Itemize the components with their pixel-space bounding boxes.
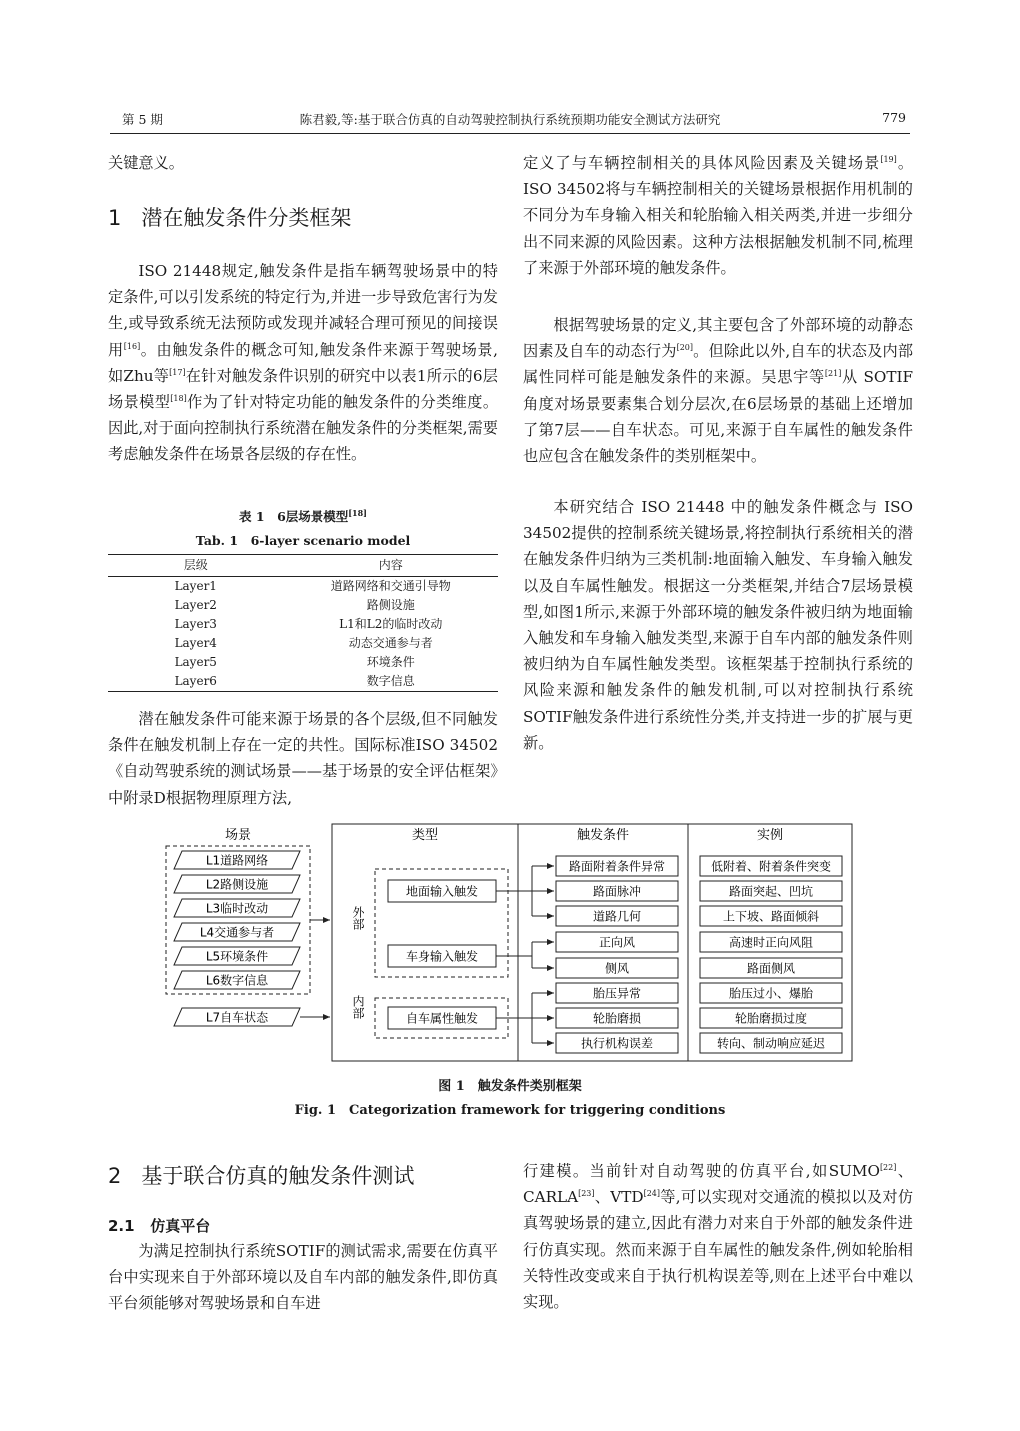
citation-23[interactable]: [23] xyxy=(578,1189,595,1199)
layer-l2-label: L2路侧设施 xyxy=(205,877,269,892)
example-list xyxy=(700,856,842,1053)
table-row xyxy=(108,672,498,692)
section-1-number: 1 xyxy=(108,206,122,230)
internal-label xyxy=(351,994,365,1019)
section-2-right-paragraph xyxy=(523,1158,913,1315)
table-row xyxy=(108,634,498,653)
trigger-list xyxy=(556,856,678,1053)
type-column-header: 类型 xyxy=(411,828,439,843)
section-1-paragraph-2: 潜在触发条件可能来源于场景的各个层级,但不同触发条件在触发机制上存在一定的共性。国际标准ISO 34502《自动驾驶系统的测试场景——基于场景的安全评估框架》中附录D根据物理原理方法, xyxy=(108,710,498,807)
example-item: 路面突起、凹坑 xyxy=(728,884,814,899)
trigger-item: 侧风 xyxy=(604,961,630,976)
s2r-text-a: 行建模。当前针对自动驾驶的仿真平台,如SUMO xyxy=(523,1162,880,1180)
body-connectors xyxy=(496,942,554,968)
right-paragraph-2 xyxy=(523,312,913,469)
external-label-text: 外部 xyxy=(351,906,365,930)
trigger-item: 路面脉冲 xyxy=(592,884,642,899)
r2-text-b: 。但除此以外,自车的状态及内部属性同样可能是触发条件的来源。吴思宇等 xyxy=(523,342,914,387)
trigger-column-header: 触发条件 xyxy=(576,828,630,843)
content-cell: 路侧设施 xyxy=(366,598,415,612)
section-2-number: 2 xyxy=(108,1164,122,1188)
table-row xyxy=(108,615,498,634)
content-cell: 动态交通参与者 xyxy=(348,636,433,650)
example-item: 高速时正向风阻 xyxy=(728,935,814,950)
layer-l3-label: L3临时改动 xyxy=(205,901,269,916)
table-row xyxy=(108,653,498,672)
trigger-item: 正向风 xyxy=(598,935,636,950)
running-title: 陈君毅,等:基于联合仿真的自动驾驶控制执行系统预期功能安全测试方法研究 xyxy=(299,112,721,127)
layer-l1-label: L1道路网络 xyxy=(205,853,269,868)
citation-20[interactable]: [20] xyxy=(676,343,693,353)
citation-16[interactable]: [16] xyxy=(123,341,141,351)
section-2-1-paragraph: 为满足控制执行系统SOTIF的测试需求,需要在仿真平台中实现来自于外部环境以及自车内部的触发条件,即仿真平台须能够对驾驶场景和自车进 xyxy=(108,1242,498,1313)
table-1 xyxy=(108,554,498,692)
layer-l1 xyxy=(174,851,300,869)
example-item: 上下坡、路面倾斜 xyxy=(722,909,820,924)
r1-text-b: 。ISO 34502将与车辆控制相关的关键场景根据作用机制的不同分为车身输入相关和轮胎输入相关两类,并进一步细分出不同来源的风险因素。这种方法根据触发机制不同,梳理了来源于外部环境的触发条件。 xyxy=(523,154,914,277)
external-label xyxy=(351,906,365,930)
r1-text-a: 定义了与车辆控制相关的具体风险因素及关键场景 xyxy=(523,154,881,172)
example-column-header: 实例 xyxy=(756,828,784,843)
table-row xyxy=(108,596,498,615)
header-layer: 层级 xyxy=(108,555,284,577)
example-item: 路面侧风 xyxy=(746,961,796,976)
right-paragraph-3: 本研究结合 ISO 21448 中的触发条件概念与 ISO 34502提供的控制系统关键场景,将控制执行系统相关的潜在触发条件归纳为三类机制:地面输入触发、车身输入触发以及自车属性触发。根据这一分类框架,并结合7层场景模型,如图1所示,来源于外部环境的触发条件被归纳为地面输入触发和车身输入触发类型,来源于自车内部的触发条件则被归纳为自车属性触发类型。该框架基于控制执行系统的风险来源和触发条件的触发机制,可以对控制执行系统SOTIF触发条件进行系统性分类,并支持进一步的扩展与更新。 xyxy=(523,498,913,752)
content-cell: 数字信息 xyxy=(284,672,499,692)
layer-l5-label: L5环境条件 xyxy=(205,949,269,964)
ground-input-label: 地面输入触发 xyxy=(405,884,479,899)
page-number: 779 xyxy=(882,110,906,125)
body-input-type xyxy=(388,945,496,967)
example-item: 胎压过小、爆胎 xyxy=(728,986,814,1001)
citation-21[interactable]: [21] xyxy=(824,369,842,379)
layer-l4 xyxy=(174,923,300,941)
table-1-caption-cn xyxy=(108,507,498,525)
citation-18[interactable]: [18] xyxy=(170,393,187,403)
p1-text-d: 作为了针对特定功能的触发条件的分类维度。因此,对于面向控制执行系统潜在触发条件的分类框架,需要考虑触发条件在场景各层级的存在性。 xyxy=(108,393,499,464)
table-header-row xyxy=(108,555,498,577)
layer-cell: Layer1 xyxy=(174,579,217,593)
table-caption-cn-text: 表 1 6层场景模型 xyxy=(239,509,349,524)
example-item: 轮胎磨损过度 xyxy=(734,1011,808,1026)
figure-1-diagram xyxy=(160,822,860,1064)
content-cell: 道路网络和交通引导物 xyxy=(330,579,451,593)
subsection-2-1-title: 仿真平台 xyxy=(150,1217,211,1235)
right-paragraph-1 xyxy=(523,150,913,281)
figure-1-caption-cn: 图 1 触发条件类别框架 xyxy=(438,1079,582,1094)
s2r-text-d: 等,可以实现对交通流的模拟以及对仿真驾驶场景的建立,因此有潜力对来自于外部的触发条件进行仿真实现。然而来源于自车属性的触发条件,例如轮胎相关特性改变或来自于执行机构误差等,则在上述平台中难以实现。 xyxy=(523,1188,914,1312)
internal-label-text: 内部 xyxy=(351,995,365,1019)
content-cell: 环境条件 xyxy=(366,655,415,669)
vehicle-attribute-type xyxy=(388,1007,496,1029)
ground-input-type xyxy=(388,880,496,902)
body-input-label: 车身输入触发 xyxy=(405,949,479,964)
citation-24[interactable]: [24] xyxy=(643,1189,660,1199)
content-cell: L1和L2的临时改动 xyxy=(339,617,443,631)
trigger-item: 轮胎磨损 xyxy=(592,1011,642,1026)
running-header xyxy=(110,108,910,130)
scene-column-header: 场景 xyxy=(224,828,252,843)
layer-cell: Layer5 xyxy=(174,655,217,669)
layer-cell: Layer6 xyxy=(108,672,284,692)
trigger-item: 路面附着条件异常 xyxy=(568,859,666,874)
p1-text-a: ISO 21448规定,触发条件是指车辆驾驶场景中的特定条件,可以引发系统的特定行为,并进一步导致危害行为发生,或导致系统无法预防或发现并减轻合理可预见的间接误用 xyxy=(108,262,498,359)
header-content: 内容 xyxy=(284,555,499,577)
citation-17[interactable]: [17] xyxy=(169,367,186,377)
p1-text-b: 。由触发条件的概念可知,触发条件来源于驾驶场景,如Zhu等 xyxy=(108,340,499,385)
scenario-layer-table xyxy=(108,554,498,692)
table-row xyxy=(108,577,498,597)
p1-text-c: 在针对触发条件识别的研究中以表1所示的6层场景模型 xyxy=(108,366,498,412)
layer-cell: Layer4 xyxy=(174,636,217,650)
example-item: 低附着、附着条件突变 xyxy=(710,859,832,874)
layer-l5 xyxy=(174,947,300,965)
section-2-heading xyxy=(108,1160,498,1190)
section-2-title: 基于联合仿真的触发条件测试 xyxy=(141,1164,415,1188)
example-item: 转向、制动响应延迟 xyxy=(716,1036,826,1051)
layer-l3 xyxy=(174,899,300,917)
table-caption-citation[interactable]: [18] xyxy=(348,507,367,518)
trigger-item: 执行机构误差 xyxy=(580,1036,654,1051)
layer-l2 xyxy=(174,875,300,893)
issue-label: 第 5 期 xyxy=(122,112,163,127)
vehicle-attribute-label: 自车属性触发 xyxy=(405,1011,479,1026)
figure-1-caption-en: Fig. 1 Categorization framework for triggering conditions xyxy=(294,1103,726,1118)
trigger-item: 道路几何 xyxy=(592,909,642,924)
citation-19[interactable]: [19] xyxy=(880,154,897,164)
citation-22[interactable]: [22] xyxy=(879,1162,897,1172)
layer-l4-label: L4交通参与者 xyxy=(199,925,275,940)
r2-text-c: 从 SOTIF 角度对场景要素集合划分层次,在6层场景的基础上还增加了第7层——自车状态。可见,来源于自车属性的触发条件也应包含在触发条件的类别框架中。 xyxy=(523,368,913,466)
r2-text-a: 根据驾驶场景的定义,其主要包含了外部环境的动静态因素及自车的动态行为 xyxy=(523,316,913,361)
subsection-2-1-number: 2.1 xyxy=(108,1217,135,1235)
section-1-heading xyxy=(108,202,498,232)
section-1-paragraph-1 xyxy=(108,258,498,468)
header-rule xyxy=(110,133,910,134)
section-1-title: 潜在触发条件分类框架 xyxy=(141,206,352,230)
vehicle-connectors xyxy=(496,993,554,1043)
subsection-2-1-heading xyxy=(108,1215,498,1236)
layer-l6-label: L6数字信息 xyxy=(205,973,269,988)
s2r-text-c: 、VTD xyxy=(594,1188,644,1207)
left-opening-text: 关键意义。 xyxy=(108,154,184,172)
layer-cell: Layer2 xyxy=(174,598,217,612)
ground-connectors xyxy=(496,866,554,916)
s2r-text-b: 、CARLA xyxy=(523,1162,913,1207)
table-1-caption-en: Tab. 1 6-layer scenario model xyxy=(195,533,411,548)
layer-cell: Layer3 xyxy=(174,617,217,631)
trigger-item: 胎压异常 xyxy=(592,986,642,1001)
layer-l7-label: L7自车状态 xyxy=(205,1010,269,1025)
layer-l7 xyxy=(174,1008,300,1026)
layer-l6 xyxy=(174,971,300,989)
